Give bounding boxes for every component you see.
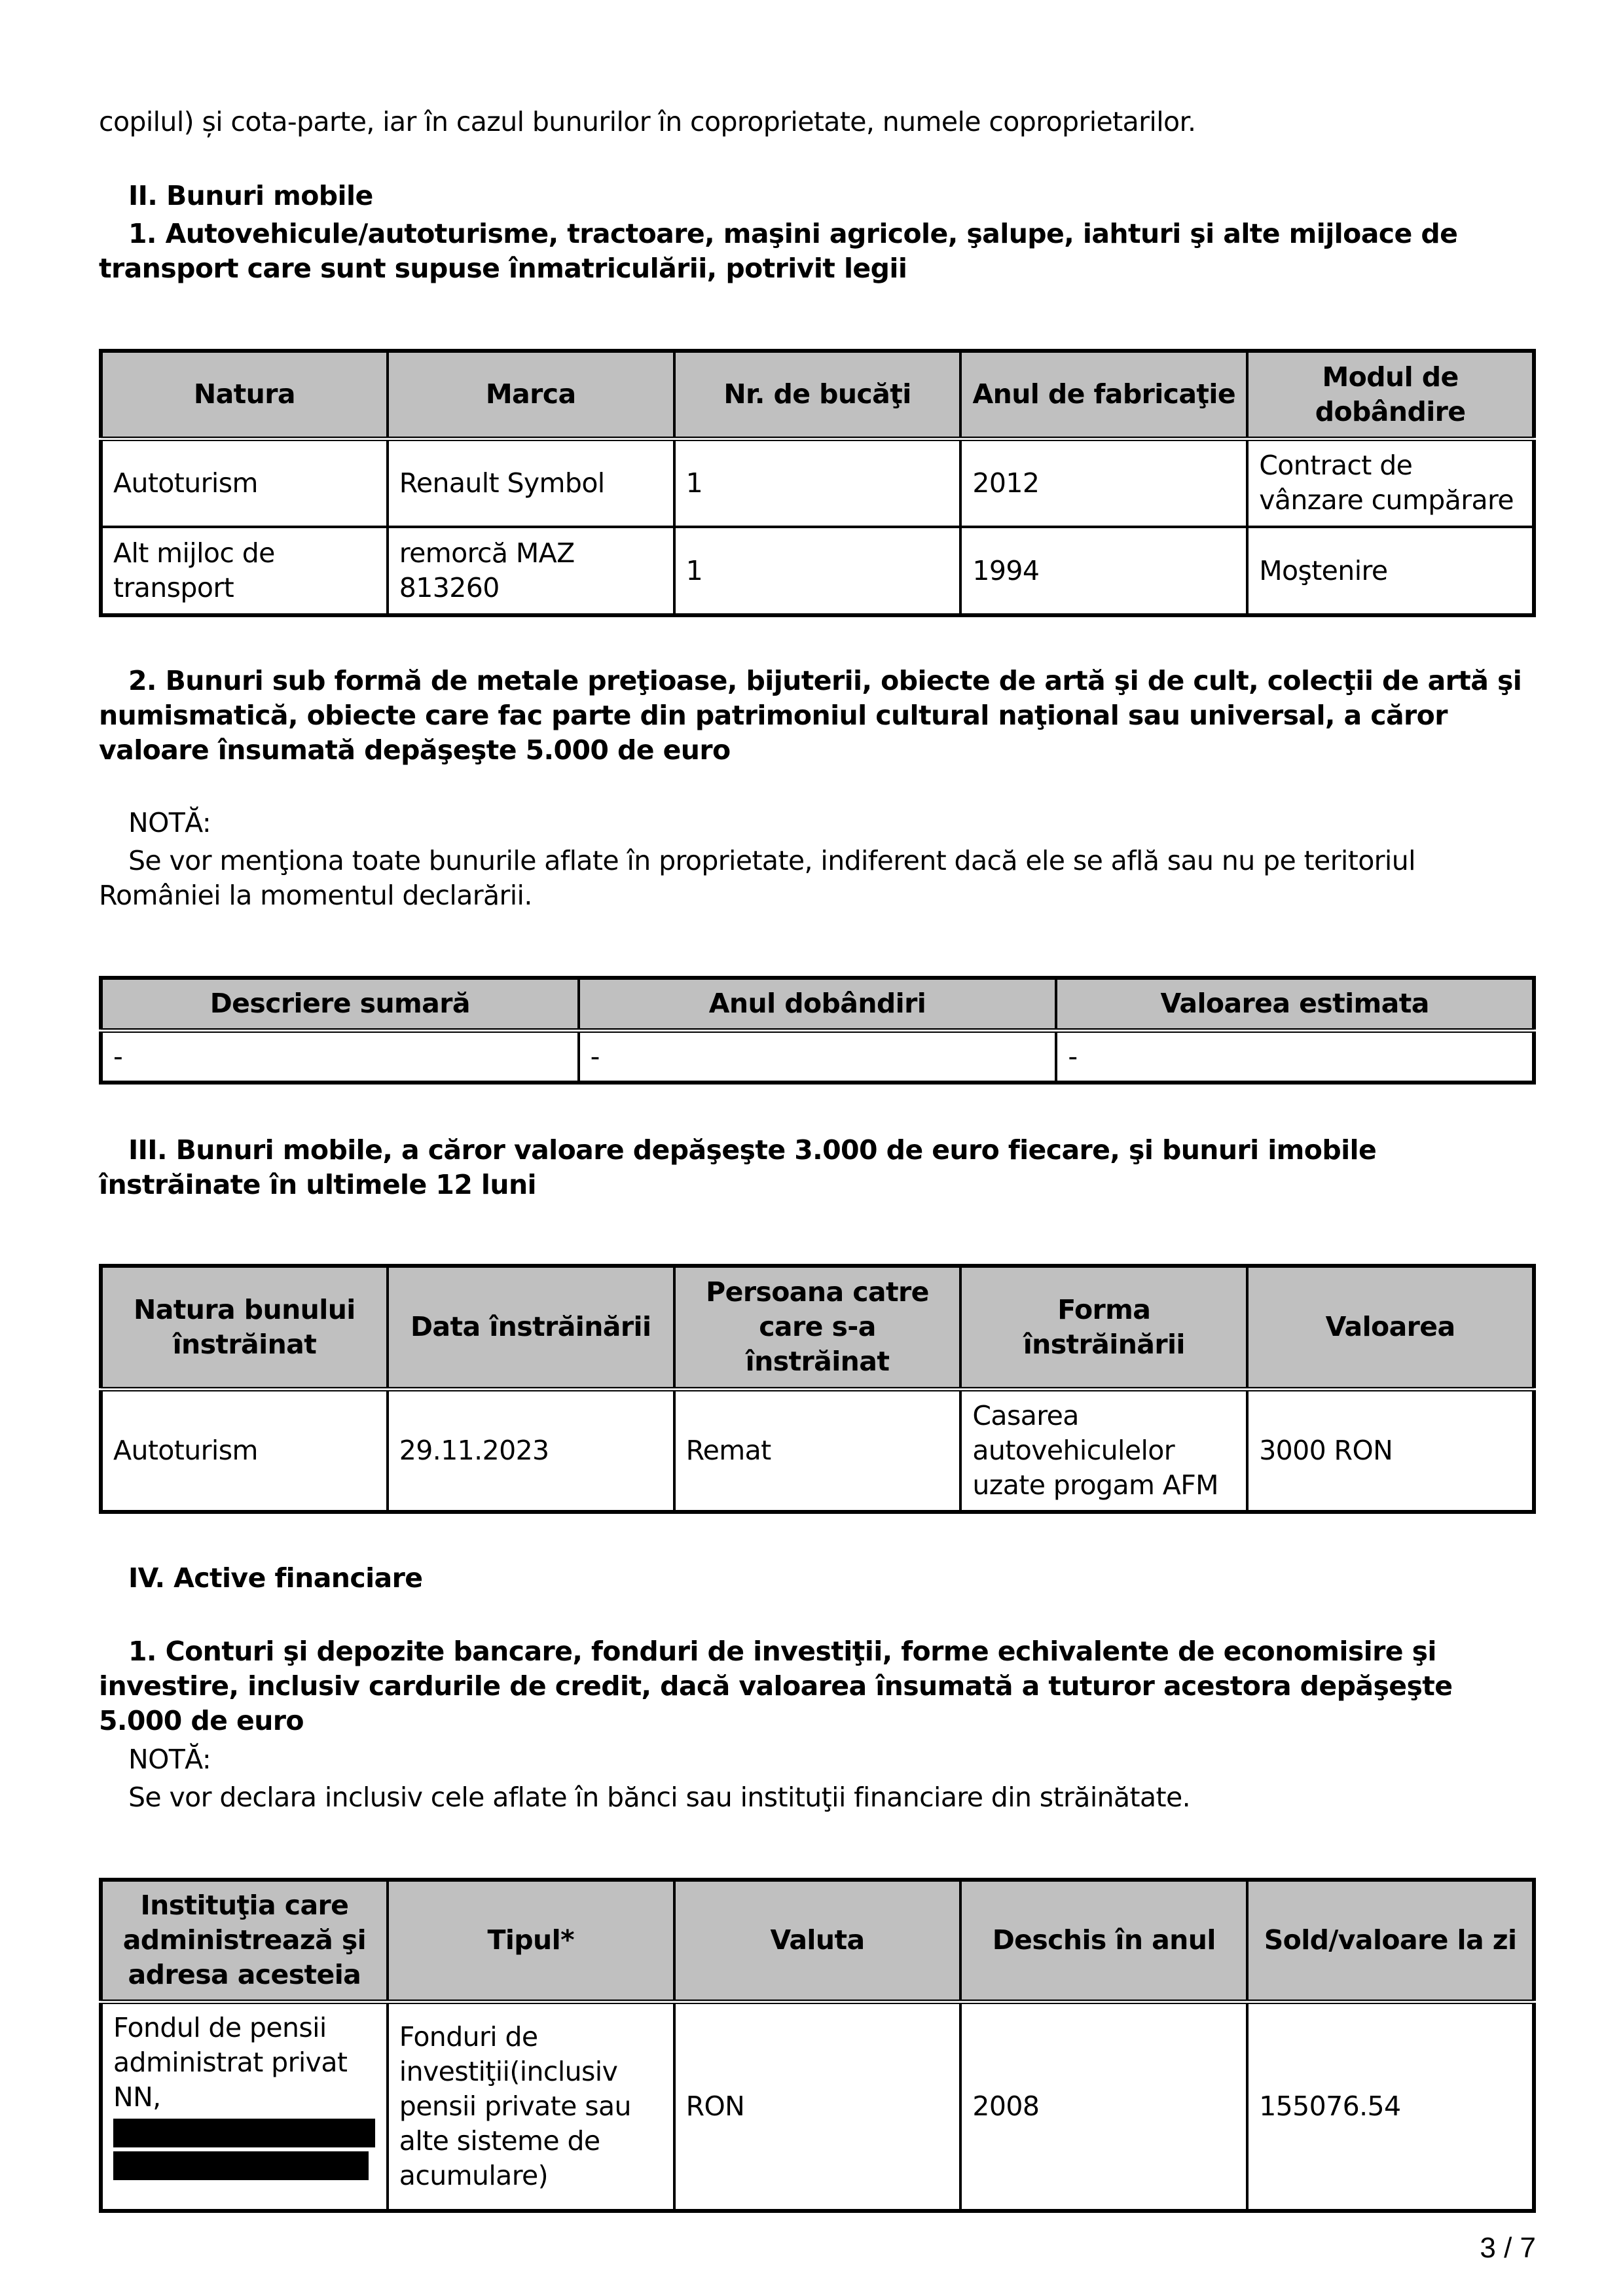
cell: Remat: [674, 1389, 961, 1512]
table-header-row: [101, 978, 1534, 1030]
col-valuta: Valuta: [674, 1880, 961, 2001]
cell-institution: [101, 2001, 388, 2211]
cell: 1: [674, 439, 961, 527]
institution-name: Fondul de pensii administrat privat NN,: [113, 2011, 348, 2113]
col-data-instrainarii: Data înstrăinării: [388, 1266, 674, 1389]
cell: -: [1056, 1030, 1534, 1083]
section-II-title: II. Bunuri mobile: [128, 180, 373, 211]
cell: 1994: [960, 527, 1247, 615]
col-natura-bunului: Natura bunului înstrăinat: [101, 1266, 388, 1389]
cell: Autoturism: [101, 1389, 388, 1512]
note-label: NOTĂ:: [128, 807, 211, 838]
cell: -: [101, 1030, 579, 1083]
section-II-1-heading: 1. Autovehicule/autoturisme, tractoare, maşini agricole, şalupe, iahturi şi alte mijloace de transport care sunt supuse înmatriculării, potrivit legii: [99, 218, 1458, 284]
col-forma-instrainarii: Forma înstrăinării: [960, 1266, 1247, 1389]
col-valoarea-estimata: Valoarea estimata: [1056, 978, 1534, 1030]
cell: Contract de vânzare cumpărare: [1247, 439, 1534, 527]
cell: Renault Symbol: [388, 439, 674, 527]
alienated-goods-table: [99, 1264, 1536, 1514]
col-natura: Natura: [101, 351, 388, 439]
note-label: NOTĂ:: [128, 1744, 211, 1775]
table-header-row: [101, 1266, 1534, 1389]
financial-assets-table: [99, 1878, 1536, 2213]
cell: 2008: [960, 2001, 1247, 2211]
cell: Casarea autovehiculelor uzate progam AFM: [960, 1389, 1247, 1512]
table-row: [101, 439, 1534, 527]
col-persoana: Persoana catre care s-a înstrăinat: [674, 1266, 961, 1389]
cell: -: [579, 1030, 1057, 1083]
col-sold: Sold/valoare la zi: [1247, 1880, 1534, 2001]
note-text: Se vor menţiona toate bunurile aflate în proprietate, indiferent dacă ele se află sau nu pe teritoriul României la momentul declarării.: [99, 845, 1415, 911]
col-modul-dobandire: Modul de dobândire: [1247, 351, 1534, 439]
cell: Autoturism: [101, 439, 388, 527]
cell: RON: [674, 2001, 961, 2211]
note-text: Se vor declara inclusiv cele aflate în bănci sau instituţii financiare din străinătate.: [128, 1782, 1191, 1813]
col-valoarea: Valoarea: [1247, 1266, 1534, 1389]
vehicles-table: [99, 349, 1536, 617]
table-row: [101, 1030, 1534, 1083]
col-institutia: Instituţia care administrează şi adresa acesteia: [101, 1880, 388, 2001]
cell: 1: [674, 527, 961, 615]
cell: Alt mijloc de transport: [101, 527, 388, 615]
table-header-row: [101, 351, 1534, 439]
table-row: [101, 1389, 1534, 1512]
col-marca: Marca: [388, 351, 674, 439]
cell: 29.11.2023: [388, 1389, 674, 1512]
section-IV-1-heading: 1. Conturi şi depozite bancare, fonduri de investiţii, forme echivalente de economisire şi investire, inclusiv cardurile de credit, dacă valoarea însumată a tuturor acestora depăşeşte 5.000 de euro: [99, 1636, 1453, 1736]
cell: 3000 RON: [1247, 1389, 1534, 1512]
section-III-heading: III. Bunuri mobile, a căror valoare depăşeşte 3.000 de euro fiecare, şi bunuri imobile înstrăinate în ultimele 12 luni: [99, 1134, 1377, 1200]
cell: Moştenire: [1247, 527, 1534, 615]
cell: 2012: [960, 439, 1247, 527]
redacted-block: [113, 2151, 369, 2180]
precious-goods-table: [99, 976, 1536, 1085]
cell: remorcă MAZ 813260: [388, 527, 674, 615]
col-anul-dobandirii: Anul dobândiri: [579, 978, 1057, 1030]
table-row: [101, 527, 1534, 615]
col-anul-fabricatie: Anul de fabricaţie: [960, 351, 1247, 439]
table-header-row: [101, 1880, 1534, 2001]
cell: Fonduri de investiţii(inclusiv pensii private sau alte sisteme de acumulare): [388, 2001, 674, 2211]
col-descriere: Descriere sumară: [101, 978, 579, 1030]
intro-line: copilul) și cota-parte, iar în cazul bunurilor în coproprietate, numele coproprietarilor.: [99, 106, 1196, 137]
table-row: [101, 2001, 1534, 2211]
section-IV-title: IV. Active financiare: [128, 1562, 423, 1594]
cell: 155076.54: [1247, 2001, 1534, 2211]
col-deschis-in-anul: Deschis în anul: [960, 1880, 1247, 2001]
section-II-2-heading: 2. Bunuri sub formă de metale preţioase, bijuterii, obiecte de artă şi de cult, colecţii de artă şi numismatică, obiecte care fac parte din patrimoniul cultural naţional sau universal, a căror valoare însumată depăşeşte 5.000 de euro: [99, 665, 1522, 766]
redacted-block: [113, 2119, 375, 2147]
col-nr-bucati: Nr. de bucăţi: [674, 351, 961, 439]
col-tipul: Tipul*: [388, 1880, 674, 2001]
page-number: 3 / 7: [1480, 2232, 1536, 2264]
